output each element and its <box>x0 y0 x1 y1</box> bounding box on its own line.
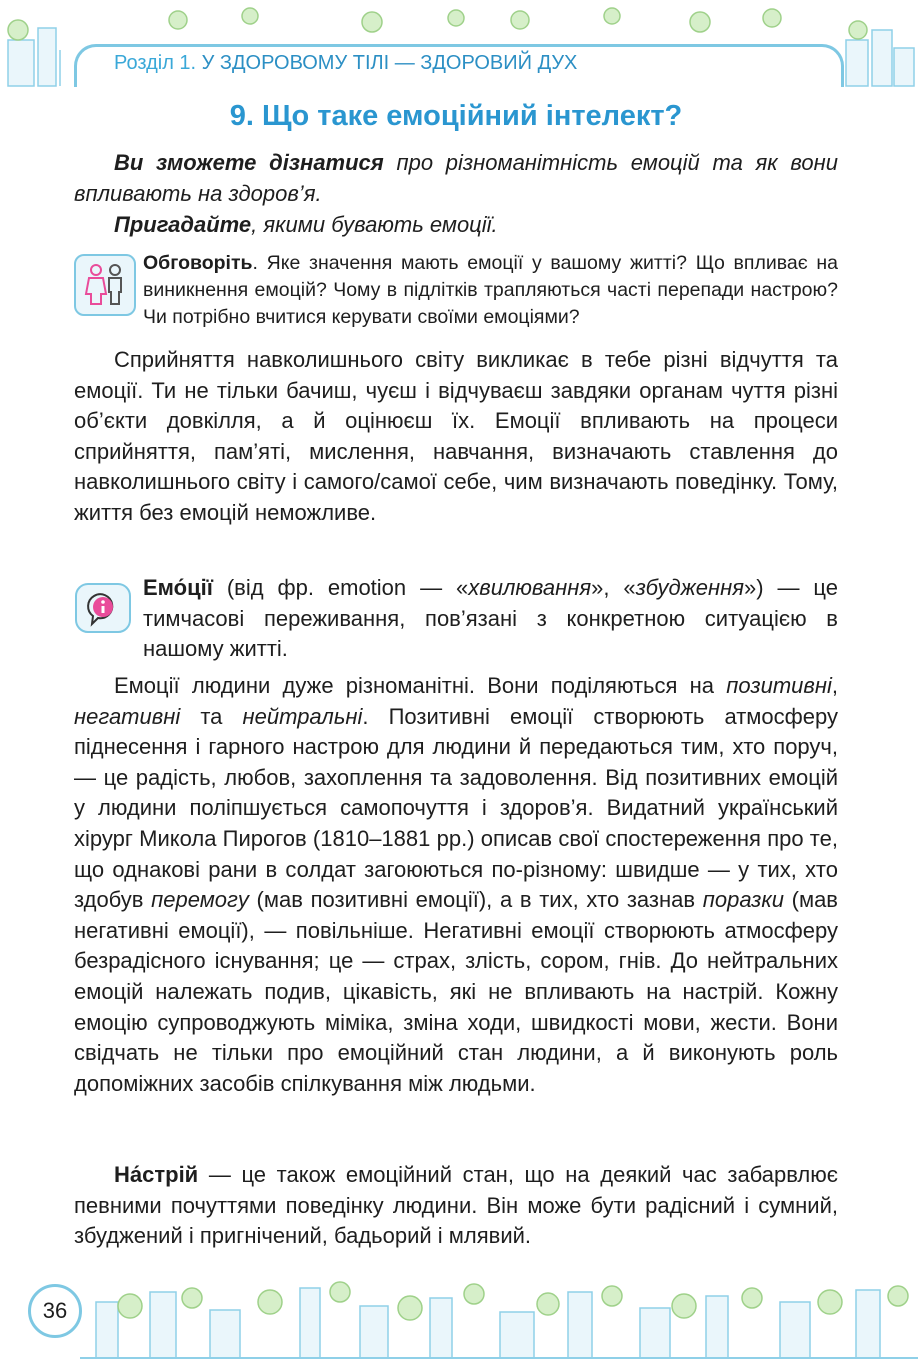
p2-s1: Емоції людини дуже різноманітні. Вони поділяються на <box>114 673 727 698</box>
intro-recall-text: , якими бувають емоції. <box>251 212 498 237</box>
definition-part2: », « <box>591 575 636 600</box>
page-number: 36 <box>28 1284 82 1338</box>
discussion-prompt <box>143 250 838 331</box>
bottom-city-decoration <box>0 1262 918 1360</box>
definition-italic1: хвилювання <box>468 575 592 600</box>
paragraph-mood <box>74 1160 838 1252</box>
p2-i1: позитивні <box>726 673 832 698</box>
intro-learn-bold: Ви зможете дізнатися <box>114 150 384 175</box>
people-discussion-icon <box>74 254 136 316</box>
definition-italic2: збудження <box>635 575 744 600</box>
p2-s2: , <box>831 673 838 698</box>
p2-i4: перемогу <box>151 887 249 913</box>
chapter-title: 9. Що таке емоційний інтелект? <box>229 100 683 132</box>
intro-recall <box>74 210 838 241</box>
p2-s6: (мав негативні емоції), — повільніше. Негативні емоції створюють атмосферу безрадісного існування; це — страх, злість, сором, гнів. До нейтральних емоцій належать подив, цікавість, які не впливають на настрій. Кожну емоцію супроводжують міміка, зміна ходи, швидкості мови, жести. Вони свідчать не тільки про емоційний стан людини, а й виконують роль допоміжних засобів спілкування між людьми. <box>74 887 838 1096</box>
info-bubble-icon <box>74 582 132 636</box>
paragraph-perception: Сприйняття навколишнього світу викликає в тебе різні відчуття та емоції. Ти не тільки бачиш, чуєш і відчуваєш завдяки органам чуття різні об’єкти довкілля, а й оцінюєш їх. Емоції впливають на процеси сприйняття, пам’яті, мислення, навчання, визначають ставлення до навколишнього світу і самого/самої себе, чим визначають поведінку. Тому, життя без емоцій неможливе. <box>74 347 838 525</box>
intro-learn-text: про різноманітність емоцій та як вони впливають на здоров’я. <box>74 150 838 206</box>
mood-text: — це також емоційний стан, що на деякий час забарвлює певними почуттями поведінку людини. Він може бути радісний і сумний, збуджений і пригнічений, бадьорий і млявий. <box>74 1162 838 1249</box>
p2-s3: та <box>180 703 243 729</box>
definition-emotions <box>143 573 838 665</box>
p2-i5: поразки <box>702 887 784 913</box>
definition-term: Емо́ції <box>143 575 213 600</box>
running-header <box>114 52 577 75</box>
mood-term: На́стрій <box>114 1162 199 1187</box>
p2-s5: (мав позитивні емоції), а в тих, хто зазнав <box>248 887 703 913</box>
definition-part1: (від фр. emotion — « <box>212 575 469 600</box>
discussion-questions: . Яке значення мають емоції у вашому житті? Що впливає на виникнення емоцій? Чому в підлітків трапляються часті перепади настрою? Чи потрібно вчитися керувати своїми емоціями? <box>143 252 838 328</box>
paragraph-emotion-types <box>74 671 838 1099</box>
intro-recall-bold: Пригадайте <box>114 212 252 237</box>
definition-part3: ») — це тимчасові переживання, пов’язані з конкретною ситуацією в нашому житті. <box>143 575 838 662</box>
p2-s4: . Позитивні емоції створюють атмосферу піднесення і гарного настрою для людини й передаються тим, хто поруч, — це радість, любов, захоплення та задоволення. Від позитивних емоцій у людини поліпшується самопочуття і здоров’я. Видатний український хірург Микола Пирогов (1810–1881 рр.) описав свої спостереження про те, що однакові рани в солдат загоюються по-різному: швидше — у тих, хто здобув <box>74 703 838 913</box>
p2-i2: негативні <box>74 703 181 729</box>
section-title: У ЗДОРОВОМУ ТІЛІ — ЗДОРОВИЙ ДУХ <box>201 52 578 74</box>
p2-i3: нейтральні <box>242 703 363 729</box>
section-label: Розділ 1. <box>114 52 197 74</box>
discussion-label: Обговоріть <box>143 252 253 274</box>
intro-learn <box>74 148 838 209</box>
